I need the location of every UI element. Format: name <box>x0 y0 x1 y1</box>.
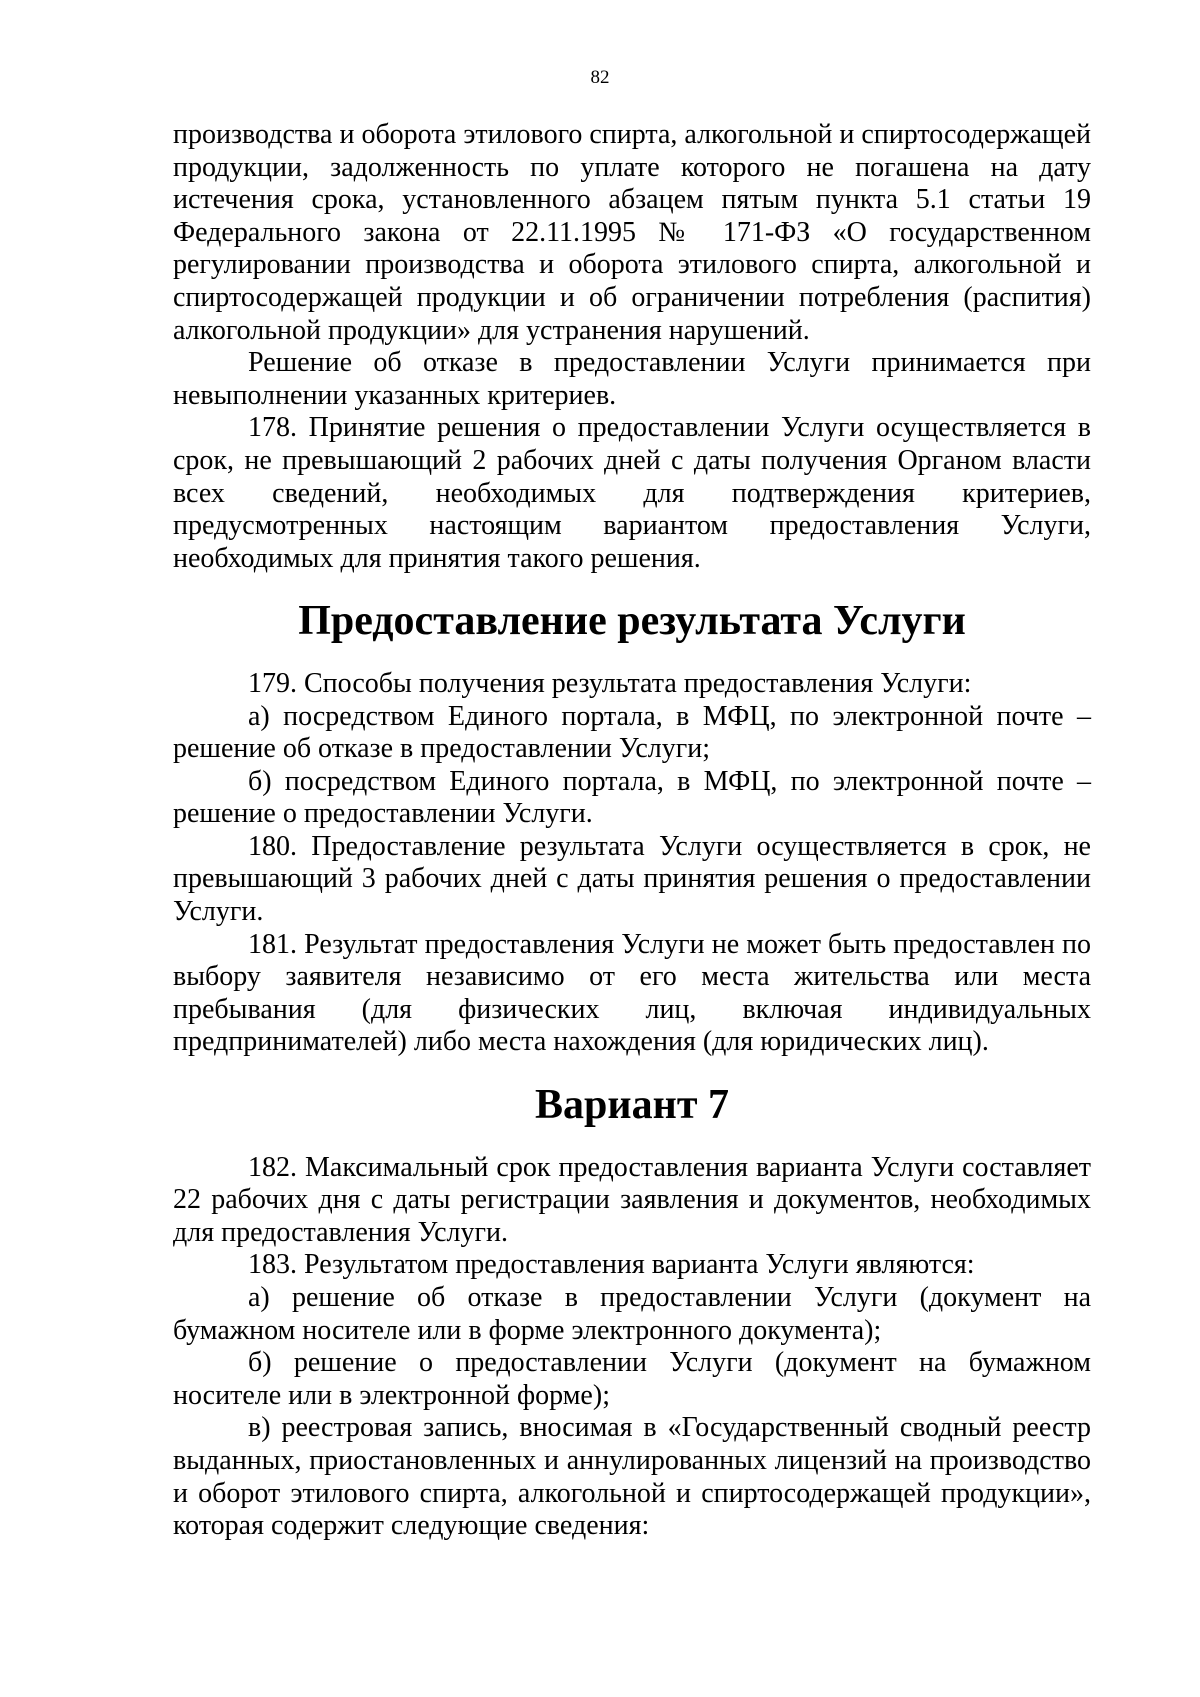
section-heading-result: Предоставление результата Услуги <box>298 598 966 645</box>
paragraph: б) решение о предоставлении Услуги (документ на бумажном носителе или в электронной форме); <box>173 1347 1091 1411</box>
paragraph: 181. Результат предоставления Услуги не может быть предоставлен по выбору заявителя независимо от его места жительства или места пребывания (для физических лиц, включая индивидуальных предпринимателей) либо места нахождения (для юридических лиц). <box>173 928 1091 1058</box>
paragraph: 180. Предоставление результата Услуги осуществляется в срок, не превышающий 3 рабочих дней с даты принятия решения о предоставлении Услуги. <box>173 830 1091 928</box>
paragraph: в) реестровая запись, вносимая в «Государственный сводный реестр выданных, приостановленных и аннулированных лицензий на производство и оборот этилового спирта, алкогольной и спиртосодержащей продукции», которая содержит следующие сведения: <box>173 1412 1091 1542</box>
paragraph: производства и оборота этилового спирта, алкогольной и спиртосодержащей продукции, задолженность по уплате которого не погашена на дату истечения срока, установленного абзацем пятым пункта 5.1 статьи 19 Федерального закона от 22.11.1995 № 171-ФЗ «О государственном регулировании производства и оборота этилового спирта, алкогольной и спиртосодержащей продукции и об ограничении потребления (распития) алкогольной продукции» для устранения нарушений. <box>173 119 1091 346</box>
paragraph: 183. Результатом предоставления варианта Услуги являются: <box>248 1249 975 1281</box>
paragraph: 182. Максимальный срок предоставления варианта Услуги составляет 22 рабочих дня с даты регистрации заявления и документов, необходимых для предоставления Услуги. <box>173 1151 1091 1248</box>
paragraph: 179. Способы получения результата предоставления Услуги: <box>248 667 972 699</box>
paragraph: 178. Принятие решения о предоставлении Услуги осуществляется в срок, не превышающий 2 рабочих дней с даты получения Органом власти всех сведений, необходимых для подтверждения критериев, предусмотренных настоящим вариантом предоставления Услуги, необходимых для принятия такого решения. <box>173 412 1091 574</box>
paragraph: б) посредством Единого портала, в МФЦ, по электронной почте – решение о предоставлении Услуги. <box>173 765 1091 830</box>
document-body <box>173 119 1091 1543</box>
paragraph: а) посредством Единого портала, в МФЦ, по электронной почте – решение об отказе в предоставлении Услуги; <box>173 700 1091 765</box>
paragraph: а) решение об отказе в предоставлении Услуги (документ на бумажном носителе или в форме электронного документа); <box>173 1282 1091 1346</box>
section-heading-variant-7: Вариант 7 <box>535 1082 729 1129</box>
page-number: 82 <box>590 67 610 88</box>
paragraph: Решение об отказе в предоставлении Услуги принимается при невыполнении указанных критериев. <box>173 347 1091 411</box>
